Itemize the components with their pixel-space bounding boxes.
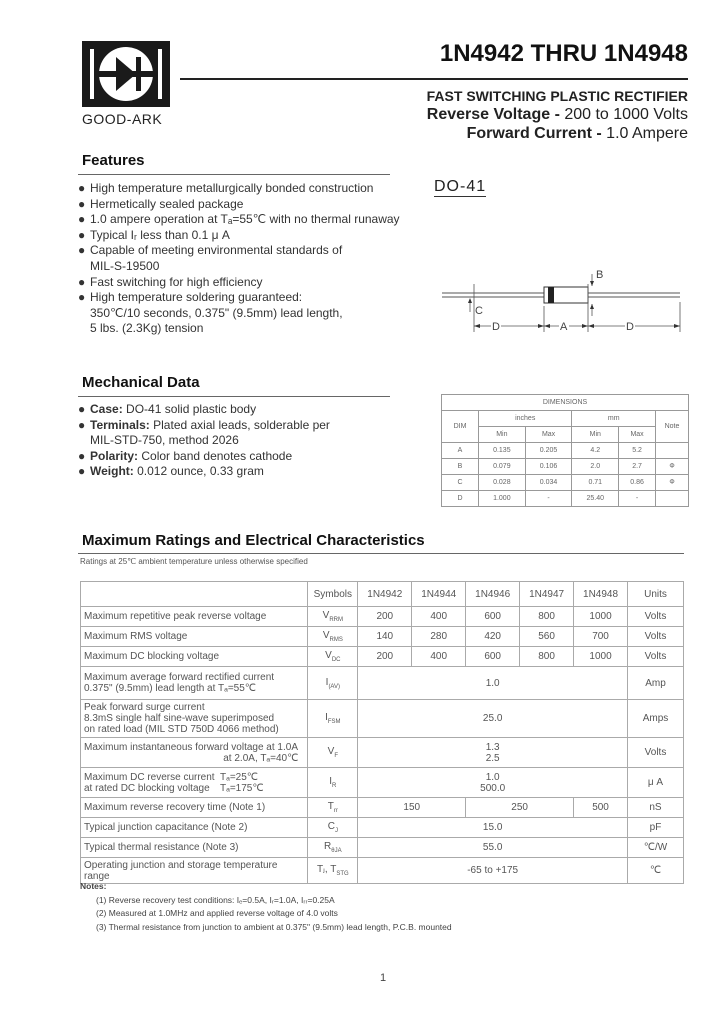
feature-item: ● 1.0 ampere operation at Tₐ=55℃ with no thermal runaway <box>78 212 400 227</box>
header-rule <box>180 78 688 80</box>
table-row: Maximum reverse recovery time (Note 1) $T_{rr}$ 150 250 500 nS <box>81 798 684 818</box>
table-row: Typical thermal resistance (Note 3) $R_{\theta JA}$ 55.0 ℃/W <box>81 838 684 858</box>
mm-header: mm <box>572 411 656 427</box>
mechanical-rule <box>78 396 390 397</box>
part-range-title: 1N4942 THRU 1N4948 <box>439 40 688 67</box>
table-row: Maximum repetitive peak reverse voltage $V_{RRM}$ 200 400 600 800 1000 Volts <box>81 607 684 627</box>
label-a: A <box>560 321 568 333</box>
min-header: Min <box>479 427 526 443</box>
feature-item-cont: 350℃/10 seconds, 0.375" (9.5mm) lead length, <box>90 305 343 320</box>
forward-current-line <box>467 125 688 143</box>
ratings-title: Maximum Ratings and Electrical Characteristics <box>82 532 425 549</box>
label-b: B <box>596 269 604 281</box>
table-row: Maximum RMS voltage $V_{RMS}$ 140 280 420 560 700 Volts <box>81 627 684 647</box>
features-list <box>78 181 408 337</box>
feature-item: ● Capable of meeting environmental standards of <box>78 243 343 258</box>
ratings-table <box>80 581 684 884</box>
reverse-voltage-line <box>427 106 688 124</box>
mechanical-item: ● Case: DO-41 solid plastic body <box>78 402 257 416</box>
table-row: A 0.135 0.205 4.2 5.2 <box>442 443 689 459</box>
note-header: Note <box>656 411 689 443</box>
feature-item-cont: MIL-S-19500 <box>90 258 160 273</box>
mechanical-title: Mechanical Data <box>82 374 200 391</box>
table-row: B 0.079 0.106 2.0 2.7 Ф <box>442 459 689 475</box>
table-row: C 0.028 0.034 0.71 0.86 Ф <box>442 475 689 491</box>
max-header: Max <box>525 427 572 443</box>
fc-value: 1.0 Ampere <box>606 125 688 142</box>
feature-item: ● Typical Iᵣ less than 0.1 μ A <box>78 227 230 242</box>
note-item: (3) Thermal resistance from junction to ambient at 0.375" (9.5mm) lead length, P.C.B. mounted <box>96 921 452 932</box>
mechanical-item-cont: MIL-STD-750, method 2026 <box>90 433 239 448</box>
mechanical-item: ● Polarity: Color band denotes cathode <box>78 448 293 463</box>
table-row: D 1.000 - 25.40 - <box>442 491 689 507</box>
feature-item-cont: 5 lbs. (2.3Kg) tension <box>90 321 204 336</box>
note-item: (2) Measured at 1.0MHz and applied reverse voltage of 4.0 volts <box>96 908 338 918</box>
dim-header: DIM <box>442 411 479 443</box>
table-row: Maximum average forward rectified current 0.375" (9.5mm) lead length at Tₐ=55℃ $I_{(AV)}$ 1.0 Amp <box>81 667 684 700</box>
notes-block <box>80 880 452 934</box>
feature-item: ● Hermetically sealed package <box>78 196 244 211</box>
table-row: Typical junction capacitance (Note 2) $C_J$ 15.0 pF <box>81 818 684 838</box>
label-d-right: D <box>626 321 634 333</box>
ratings-rule <box>78 553 684 554</box>
table-row: Operating junction and storage temperature range Tⱼ, $T_{STG}$ -65 to +175 ℃ <box>81 858 684 884</box>
ratings-note: Ratings at 25℃ ambient temperature unless otherwise specified <box>80 557 308 566</box>
rv-value: 200 to 1000 Volts <box>564 106 688 123</box>
notes-title: Notes: <box>80 881 107 891</box>
max-header: Max <box>619 427 656 443</box>
label-d-left: D <box>492 321 500 333</box>
dimensions-title: DIMENSIONS <box>442 395 689 411</box>
mechanical-item: ● Terminals: Plated axial leads, solderable per <box>78 417 330 432</box>
product-subtitle: FAST SWITCHING PLASTIC RECTIFIER <box>426 88 688 104</box>
label-c: C <box>475 305 483 317</box>
feature-item: ● Fast switching for high efficiency <box>78 274 263 289</box>
min-header: Min <box>572 427 619 443</box>
inches-header: inches <box>479 411 572 427</box>
dimensions-table <box>441 394 689 507</box>
features-title: Features <box>82 152 145 169</box>
table-row: Maximum instantaneous forward voltage at 1.0A at 2.0A, Tₐ=40℃ $V_F$ 1.3 2.5 Volts <box>81 738 684 768</box>
note-item: (1) Reverse recovery test conditions: Iₑ=0.5A, Iᵣ=1.0A, Iᵣᵣ=0.25A <box>96 894 335 905</box>
features-rule <box>78 174 390 175</box>
package-name: DO-41 <box>434 178 487 195</box>
table-row: Peak forward surge current 8.3mS single half sine-wave superimposed on rated load (MIL STD 750D 4066 method) $I_{FSM}$ 25.0 Amps <box>81 700 684 738</box>
page-number: 1 <box>380 972 387 984</box>
company-logo <box>82 41 170 107</box>
fc-label: Forward Current - <box>466 125 602 142</box>
brand-name: GOOD-ARK <box>82 111 163 127</box>
ratings-header-row: Symbols 1N4942 1N4944 1N4946 1N4947 1N4948 Units <box>81 582 684 607</box>
package-outline-drawing <box>430 262 690 349</box>
mechanical-item: ● Weight: 0.012 ounce, 0.33 gram <box>78 464 264 479</box>
feature-item: ● High temperature soldering guaranteed: <box>78 290 303 305</box>
feature-item: ● High temperature metallurgically bonded construction <box>78 181 374 195</box>
table-row: Maximum DC reverse current Tₐ=25℃ at rated DC blocking voltage Tₐ=175℃ $I_R$ 1.0 500.0 μ A <box>81 768 684 798</box>
mechanical-list <box>78 402 408 480</box>
rv-label: Reverse Voltage - <box>426 106 560 123</box>
table-row: Maximum DC blocking voltage $V_{DC}$ 200 400 600 800 1000 Volts <box>81 647 684 667</box>
